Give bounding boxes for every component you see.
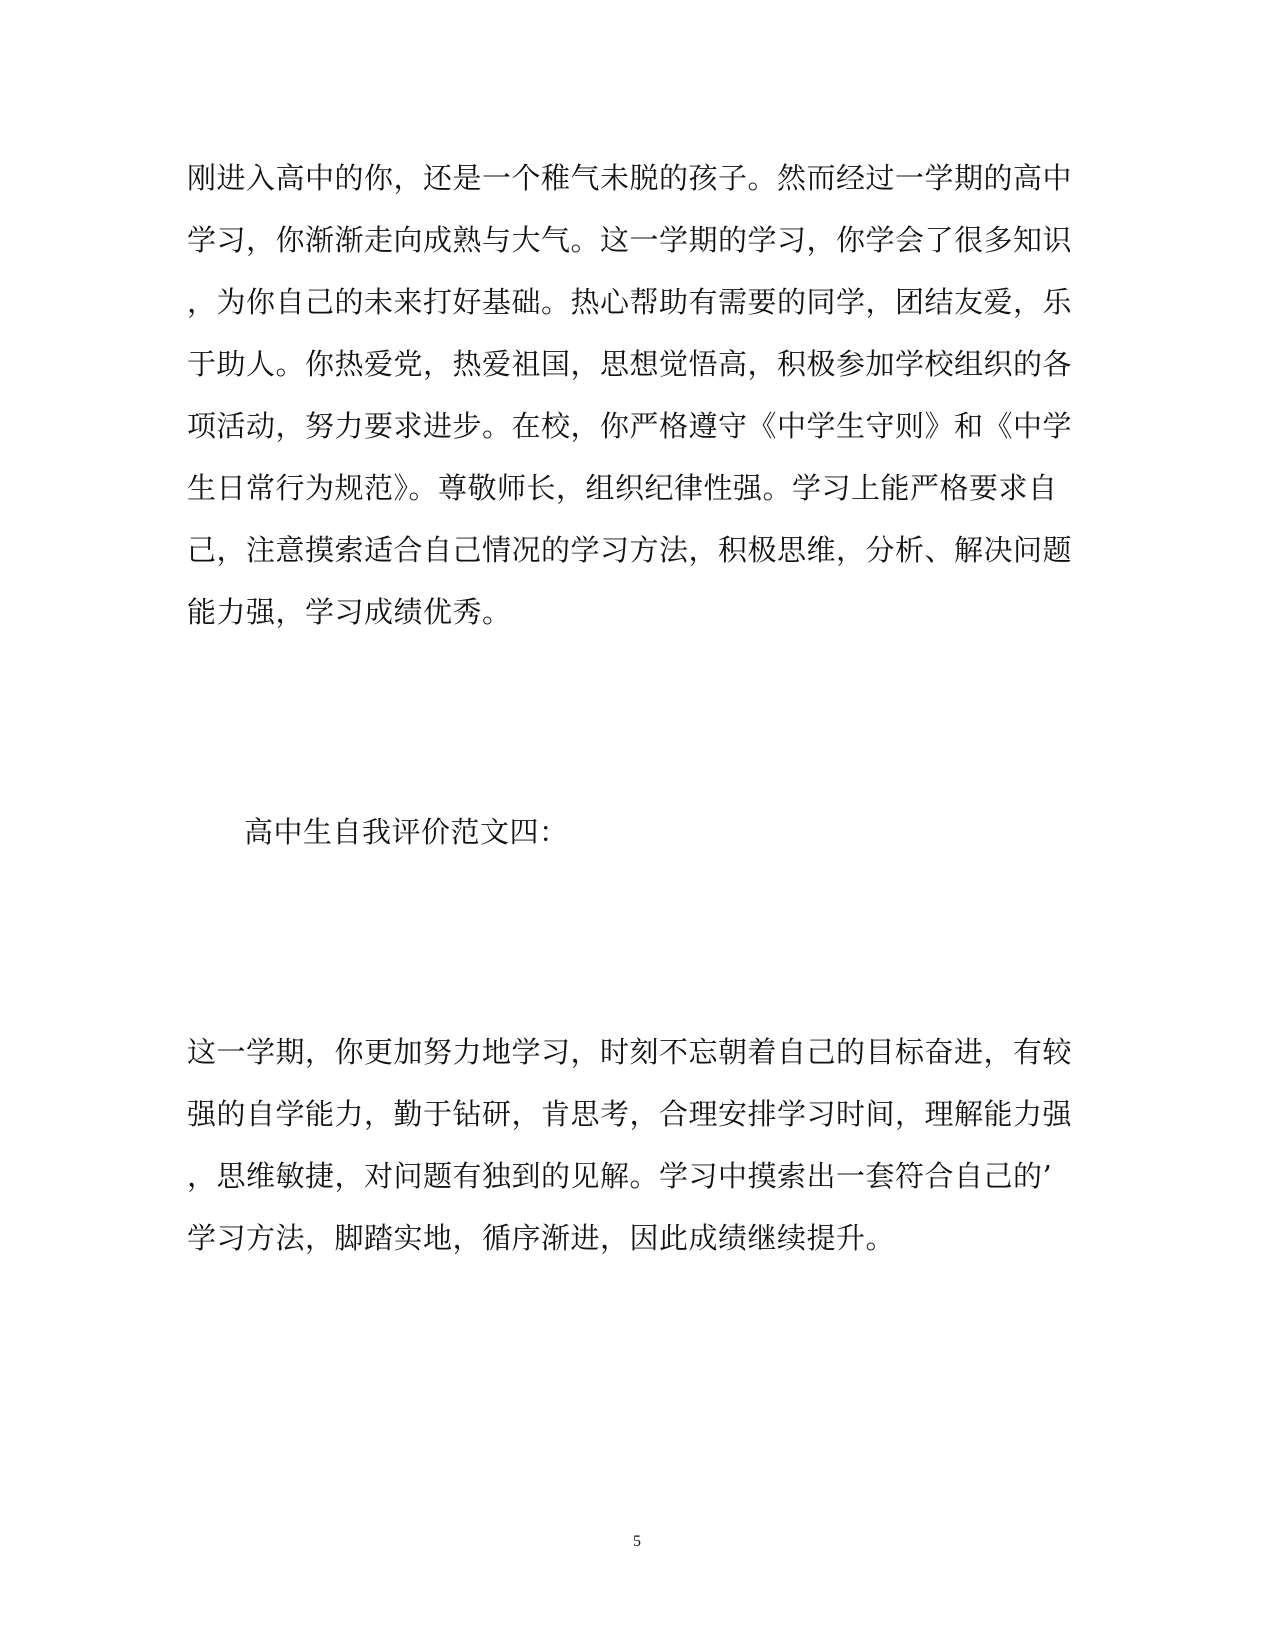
paragraph-1-line: 学习，你渐渐走向成熟与大气。这一学期的学习，你学会了很多知识: [187, 223, 1073, 257]
page-number: 5: [633, 1533, 641, 1550]
paragraph-1-line: 项活动，努力要求进步。在校，你严格遵守《中学生守则》和《中学: [187, 409, 1073, 443]
paragraph-1-line: 生日常行为规范》。尊敬师长，组织纪律性强。学习上能严格要求自: [187, 471, 1058, 505]
paragraph-1-line: 能力强，学习成绩优秀。: [187, 595, 512, 629]
paragraph-2-line: 这一学期，你更加努力地学习，时刻不忘朝着自己的目标奋进，有较: [187, 1035, 1073, 1069]
paragraph-1-line: 于助人。你热爱党，热爱祖国，思想觉悟高，积极参加学校组织的各: [187, 347, 1073, 381]
paragraph-1-line: 刚进入高中的你，还是一个稚气未脱的孩子。然而经过一学期的高中: [187, 161, 1073, 195]
paragraph-2-line: ，思维敏捷，对问题有独到的见解。学习中摸索出一套符合自己的’: [187, 1159, 1053, 1193]
section-heading: 高中生自我评价范文四：: [244, 815, 569, 849]
paragraph-2-line: 学习方法，脚踏实地，循序渐进，因此成绩继续提升。: [187, 1221, 896, 1255]
paragraph-2-line: 强的自学能力，勤于钻研，肯思考，合理安排学习时间，理解能力强: [187, 1097, 1073, 1131]
paragraph-1-line: ，为你自己的未来打好基础。热心帮助有需要的同学，团结友爱，乐: [187, 285, 1073, 319]
paragraph-1-line: 己，注意摸索适合自己情况的学习方法，积极思维，分析、解决问题: [187, 533, 1073, 567]
